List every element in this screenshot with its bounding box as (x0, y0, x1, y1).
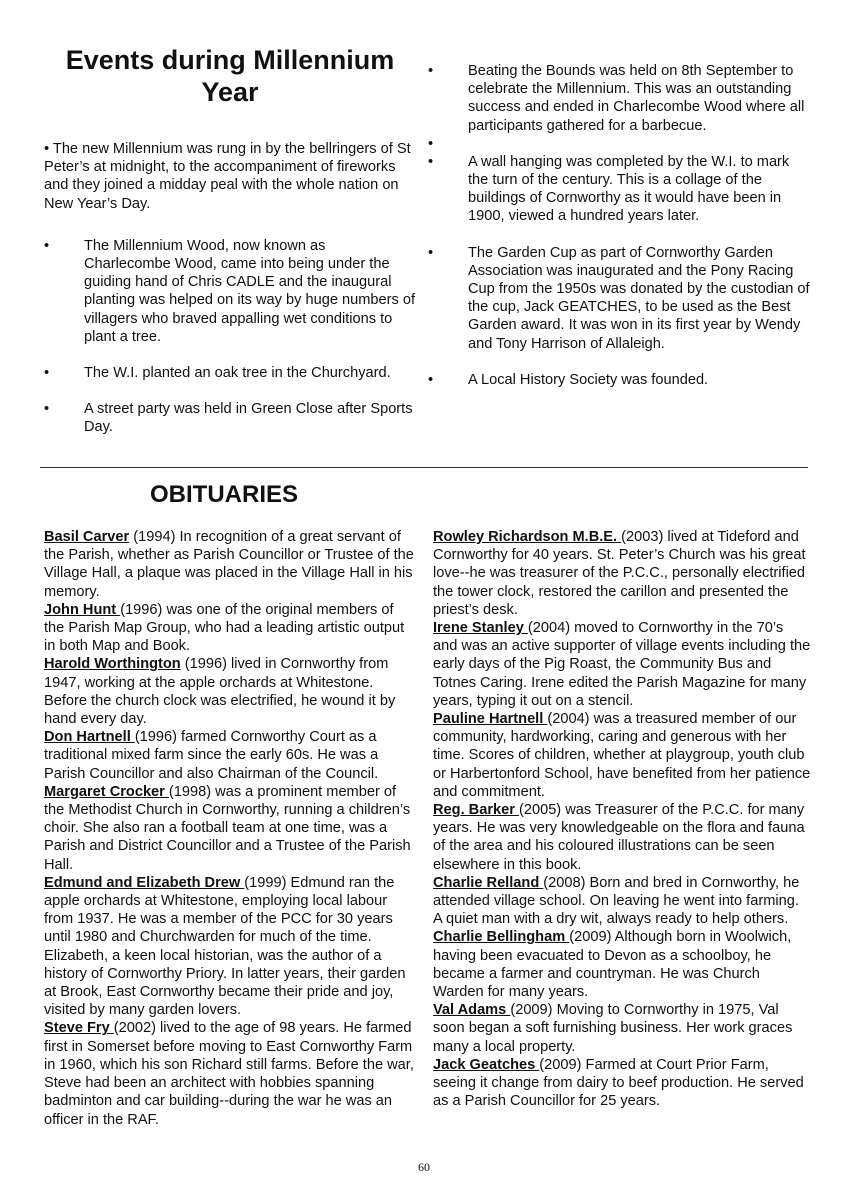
list-item: • The Millennium Wood, now known as Charlecombe Wood, came into being under the guiding hand of Chris CADLE and the inaugural planting was helped on its way by huge numbers of villagers who braved appalling wet conditions to plant a tree. (44, 237, 415, 345)
obituary-entry: Reg. Barker (2005) was Treasurer of the P.C.C. for many years. He was very knowledgeable on the flora and fauna of the area and his coloured illustrations can be seen elsewhere in this book. (433, 802, 805, 873)
obituary-name: Charlie Bellingham (433, 929, 570, 946)
obituaries-title: OBITUARIES (150, 481, 299, 508)
events-right-list (428, 62, 810, 389)
bullet-icon: • (428, 153, 434, 170)
bullet-icon: • (44, 237, 50, 254)
obituary-name: Harold Worthington (44, 656, 181, 673)
obituary-entry: Jack Geatches (2009) Farmed at Court Prior Farm, seeing it change from dairy to beef production. He served as a Parish Councillor for 25 years. (433, 1056, 804, 1110)
obituary-entry: Edmund and Elizabeth Drew (1999) Edmund ran the apple orchards at Whitestone, employing local labour from 1937. He was a member of the PCC for 30 years until 1980 and Churchwarden for much of the time. Elizabeth, a keen local historian, was the author of a history of Cornworthy Priory. In latter years, their garden at Brook, East Cornworthy became their pride and joy, visited by many garden lovers. (44, 874, 406, 1019)
bullet-icon: • (44, 365, 50, 382)
events-intro: • The new Millennium was rung in by the bellringers of St Peter’s at midnight, to the accompaniment of fireworks and they joined a midday peal with the whole nation on New Year’s Day. (44, 141, 411, 212)
events-title: Events during Millennium Year (65, 45, 395, 107)
events-left-list (44, 237, 416, 437)
obituaries-right-column (433, 528, 811, 1111)
list-item: • A Local History Society was founded. (428, 371, 709, 388)
events-right-column (428, 62, 810, 407)
bullet-icon: • (428, 135, 434, 152)
obituary-entry: Charlie Bellingham (2009) Although born in Woolwich, having been evacuated to Devon as a schoolboy, he became a farmer and countryman. He was Church Warden for many years. (433, 929, 792, 1001)
obituary-name: Pauline Hartnell (433, 711, 548, 728)
obituary-entry: Val Adams (2009) Moving to Cornworthy in 1975, Val soon began a soft furnishing business. Her work graces many a local property. (433, 1002, 793, 1055)
bullet-icon: • (44, 401, 50, 418)
obituary-name: Steve Fry (44, 1020, 114, 1037)
obituary-entry: Don Hartnell (1996) farmed Cornworthy Court as a traditional mixed farm since the early 60s. He was a Parish Councillor and also Chairman of the Council. (44, 729, 379, 782)
obituaries-left-column (44, 528, 416, 1129)
obituary-entry: Irene Stanley (2004) moved to Cornworthy in the 70’s and was an active supporter of village events including the early days of the Pig Roast, the Community Bus and Totnes Caring. Irene edited the Parish Magazine for many years, typing it out on a stencil. (433, 620, 811, 709)
list-item: • A wall hanging was completed by the W.I. to mark the turn of the century. This is a collage of the buildings of Cornworthy as it would have been in 1900, viewed a hundred years later. (428, 153, 790, 225)
obituary-name: Irene Stanley (433, 620, 528, 637)
obituary-name: John Hunt (44, 601, 121, 618)
obituary-name: Basil Carver (44, 529, 130, 545)
obituary-name: Rowley Richardson M.B.E. (433, 529, 622, 545)
obituary-entry: Rowley Richardson M.B.E. (2003) lived at Tideford and Cornworthy for 40 years. St. Peter’s Church was his great love--he was treasurer of the P.C.C., personally electrified the tower clock, restored the carillon and presented the priest’s desk. (433, 529, 806, 618)
obituary-name: Reg. Barker (433, 802, 519, 819)
page-number: 60 (418, 1160, 430, 1174)
bullet-icon: • (428, 244, 434, 261)
obituary-name: Margaret Crocker (44, 783, 169, 800)
obituary-name: Edmund and Elizabeth Drew (44, 874, 245, 891)
obituary-name: Charlie Relland (433, 874, 544, 891)
list-item (428, 135, 810, 153)
obituary-entry: Harold Worthington (1996) lived in Cornworthy from 1947, working at the apple orchards at Whitestone. Before the church clock was electrified, he wound it by hand every day. (44, 656, 396, 728)
list-item: • The W.I. planted an oak tree in the Churchyard. (44, 365, 391, 382)
obituary-name: Jack Geatches (433, 1056, 540, 1073)
obituary-entry: Pauline Hartnell (2004) was a treasured member of our community, hardworking, caring and generous with her time. Scores of children, whether at playgroup, youth club or Harbertonford School, have benefited from her patience and commitment. (433, 711, 811, 800)
section-divider (40, 467, 808, 468)
obituary-entry: John Hunt (1996) was one of the original members of the Parish Map Group, who had a leading artistic output in both Map and Book. (44, 601, 405, 655)
obituary-name: Val Adams (433, 1002, 511, 1019)
obituary-entry: Margaret Crocker (1998) was a prominent member of the Methodist Church in Cornworthy, running a children’s choir. She also ran a football team at one time, was a Parish and District Councillor and a Trustee of the Parish Hall. (44, 783, 411, 873)
bullet-icon: • (428, 63, 434, 79)
list-item: • A street party was held in Green Close after Sports Day. (44, 401, 413, 436)
obituary-entry: Basil Carver (1994) In recognition of a great servant of the Parish, whether as Parish Councillor or Trustee of the Village Hall, a plaque was placed in the Village Hall in his memory. (44, 529, 414, 600)
obituary-name: Don Hartnell (44, 729, 135, 746)
list-item: • Beating the Bounds was held on 8th September to celebrate the Millennium. This was an outstanding success and ended in Charlecombe Wood where all participants gathered for a barbecue. (428, 63, 805, 134)
obituary-entry: Steve Fry (2002) lived to the age of 98 years. He farmed first in Somerset before moving to East Cornworthy Farm in 1960, which his son Richard still farms. Before the war, Steve had been an architect with hobbies spanning badminton and car building--during the war he was an officer in the RAF. (44, 1020, 414, 1128)
obituary-entry: Charlie Relland (2008) Born and bred in Cornworthy, he attended village school. On leaving he went into farming. A quiet man with a dry wit, always ready to help others. (433, 874, 800, 928)
events-left-column (44, 44, 416, 455)
bullet-icon: • (428, 371, 434, 388)
list-item: • The Garden Cup as part of Cornworthy Garden Association was inaugurated and the Pony Racing Cup from the 1950s was donated by the custodian of the cup, Jack GEATCHES, to be used as the Best Garden award. It was won in its first year by Wendy and Tony Harrison of Allaleigh. (428, 244, 810, 352)
